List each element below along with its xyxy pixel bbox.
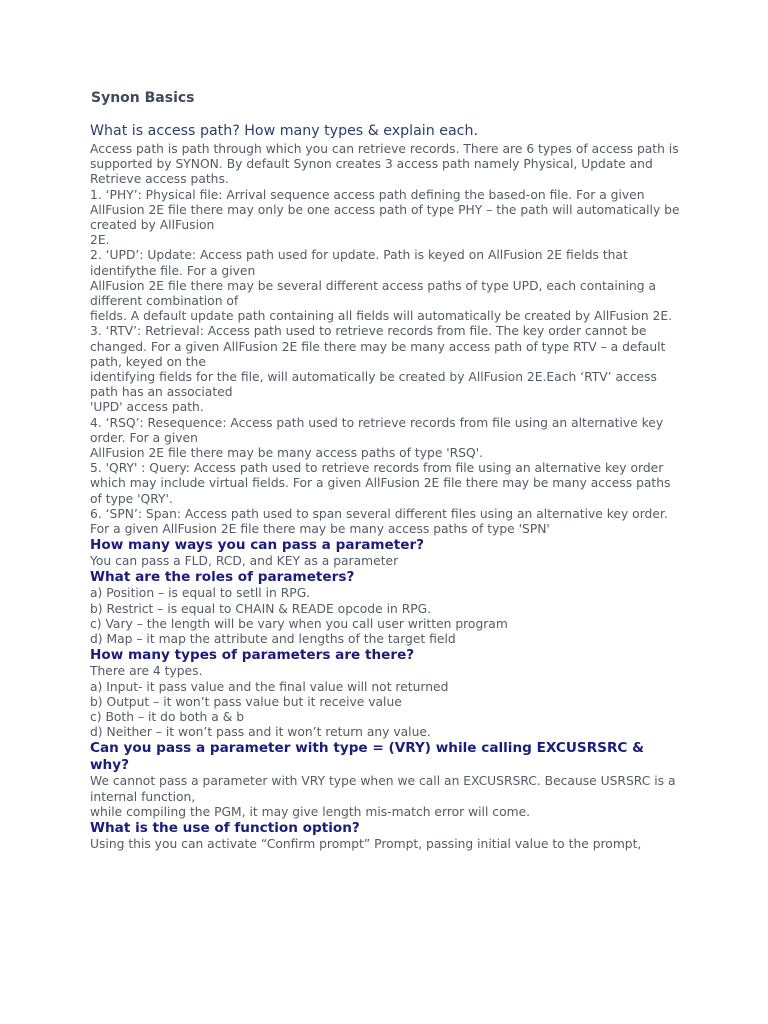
paragraph: There are 4 types. (90, 664, 203, 679)
paragraph: fields. A default update path containing all fields will automatically be created by AllFusion 2E. (90, 309, 673, 324)
document-title: Synon Basics (91, 90, 195, 106)
paragraph: 6. ‘SPN’: Span: Access path used to span several different files using an alternative key order. (90, 506, 668, 521)
question-heading: Can you pass a parameter with type = (VRY) while calling EXCUSRSRC & why? (90, 740, 644, 774)
paragraph: 1. ‘PHY’: Physical file: Arrival sequence access path defining the based-on file. For a given AllFusion 2E file there may only be one access path of type PHY – the path will automatically be created by AllFusion (90, 187, 680, 233)
paragraph: We cannot pass a parameter with VRY type when we call an EXCUSRSRC. Because USRSRC is a internal function, (90, 774, 676, 804)
paragraph: a) Position – is equal to setll in RPG. (90, 586, 311, 601)
paragraph: 2E. (90, 233, 110, 248)
paragraph: b) Restrict – is equal to CHAIN & READE opcode in RPG. (90, 601, 432, 616)
question-heading: What are the roles of parameters? (90, 569, 355, 586)
question-heading: How many types of parameters are there? (90, 647, 415, 664)
paragraph: 3. ‘RTV’: Retrieval: Access path used to retrieve records from file. The key order cannot be changed. For a given AllFusion 2E file there may be many access path of type RTV – a default path, keyed on the (90, 324, 666, 369)
document-body (90, 122, 682, 852)
paragraph: d) Neither – it won’t pass and it won’t return any value. (90, 725, 431, 740)
paragraph: 4. ‘RSQ’: Resequence: Access path used to retrieve records from file using an alternative key order. For a given (90, 415, 664, 445)
paragraph: AllFusion 2E file there may be several different access paths of type UPD, each containing a different combination of (90, 278, 657, 309)
section-heading: What is access path? How many types & explain each. (90, 123, 478, 139)
paragraph: identifying fields for the file, will automatically be created by AllFusion 2E.Each ‘RTV’ access path has an associated (90, 370, 657, 400)
paragraph: You can pass a FLD, RCD, and KEY as a parameter (90, 554, 399, 569)
paragraph: while compiling the PGM, it may give length mis-match error will come. (90, 804, 531, 819)
paragraph: d) Map – it map the attribute and lengths of the target field (90, 632, 456, 647)
paragraph: Using this you can activate “Confirm prompt” Prompt, passing initial value to the prompt, (90, 836, 642, 851)
question-heading: How many ways you can pass a parameter? (90, 537, 425, 554)
paragraph: 'UPD' access path. (90, 400, 204, 415)
paragraph: c) Vary – the length will be vary when you call user written program (90, 616, 508, 631)
paragraph: 5. 'QRY' : Query: Access path used to retrieve records from file using an alternative key order which may include virtual fields. For a given AllFusion 2E file there may be many access paths of type 'QRY'. (90, 461, 671, 506)
paragraph: a) Input- it pass value and the final value will not returned (90, 679, 449, 694)
paragraph: c) Both – it do both a & b (90, 709, 244, 724)
paragraph: For a given AllFusion 2E file there may be many access paths of type 'SPN' (90, 522, 550, 537)
paragraph: 2. ‘UPD’: Update: Access path used for update. Path is keyed on AllFusion 2E fields that identifythe file. For a given (90, 248, 628, 278)
paragraph: b) Output – it won’t pass value but it receive value (90, 694, 402, 709)
paragraph: AllFusion 2E file there may be many access paths of type 'RSQ'. (90, 446, 483, 461)
paragraph: Access path is path through which you can retrieve records. There are 6 types of access path is (90, 142, 679, 156)
paragraph: supported by SYNON. By default Synon creates 3 access path namely Physical, Update and Retrieve access paths. (90, 157, 653, 187)
question-heading: What is the use of function option? (90, 819, 360, 836)
